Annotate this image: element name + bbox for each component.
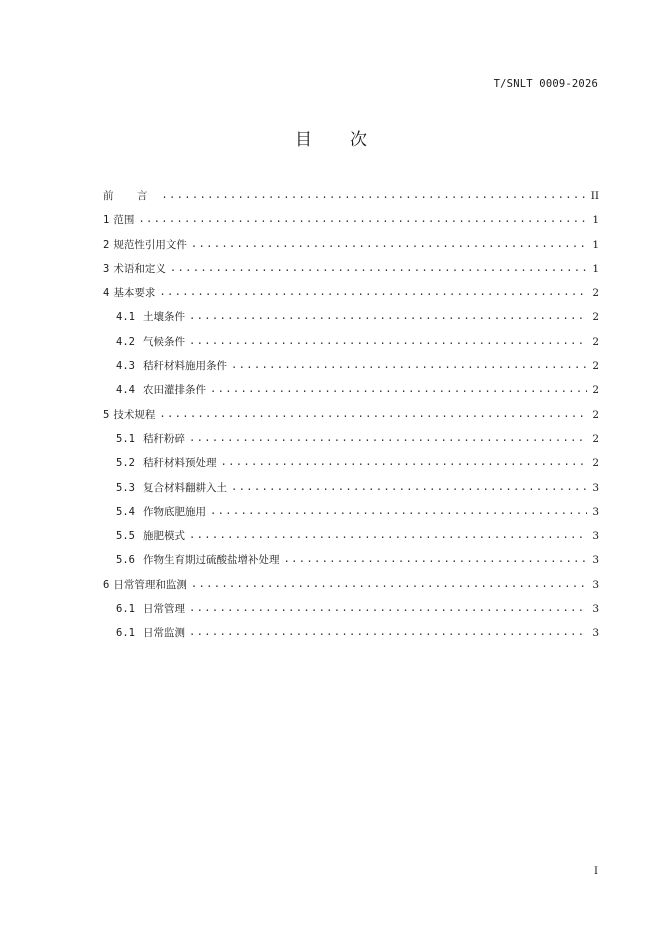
toc-dot-leader (284, 551, 588, 567)
toc-entry-number: 5.1 (116, 432, 135, 445)
toc-entry[interactable] (103, 601, 599, 625)
toc-entry[interactable] (103, 237, 599, 261)
toc-entry[interactable] (103, 625, 599, 649)
toc-entry-number: 5.5 (116, 530, 135, 543)
toc-entry-label: 作物生育期过硫酸盐增补处理 (143, 554, 280, 567)
toc-entry-label: 气候条件 (143, 335, 185, 348)
toc-entry-page: 2 (592, 335, 599, 348)
toc-entry-label: 前 言 (103, 190, 158, 202)
toc-entry-number: 1 (103, 214, 110, 227)
toc-entry-number: 5.3 (116, 481, 135, 494)
toc-entry-page: 3 (592, 603, 599, 616)
toc-dot-leader (189, 600, 587, 616)
toc-entry-page: 1 (592, 262, 599, 275)
toc-dot-leader (189, 430, 587, 446)
toc-entry-page: II (590, 190, 599, 202)
toc-title-part2: 次 (350, 130, 367, 150)
toc-entry-label: 秸秆材料施用条件 (143, 360, 227, 373)
toc-entry-page: 3 (592, 530, 599, 543)
toc-entry[interactable] (103, 407, 599, 431)
document-code: T/SNLT 0009-2026 (493, 78, 598, 90)
toc-entry-number: 6.1 (116, 603, 135, 616)
toc-entry-label: 基本要求 (113, 287, 156, 300)
toc-entry[interactable] (103, 309, 599, 333)
toc-dot-leader (210, 381, 587, 397)
toc-entry[interactable] (103, 552, 599, 576)
toc-entry-page: 3 (592, 505, 599, 518)
toc-dot-leader (159, 406, 587, 422)
toc-entry[interactable] (103, 455, 599, 479)
toc-entry-number: 4.4 (116, 384, 135, 397)
toc-dot-leader (231, 479, 587, 495)
toc-entry-label: 规范性引用文件 (113, 238, 187, 251)
toc-dot-leader (159, 284, 587, 300)
toc-entry[interactable] (103, 528, 599, 552)
toc-dot-leader (191, 236, 587, 252)
toc-title-part1: 目 (295, 130, 312, 150)
toc-entry-number: 3 (103, 262, 110, 275)
toc-entry-page: 2 (592, 432, 599, 445)
toc-entry[interactable] (103, 285, 599, 309)
toc-entry[interactable] (103, 577, 599, 601)
toc-entry-label: 日常管理 (143, 603, 185, 616)
toc-entry-number: 5.6 (116, 554, 135, 567)
toc-entry-label: 秸秆材料预处理 (143, 457, 217, 470)
toc-dot-leader (191, 576, 587, 592)
toc-dot-leader (138, 211, 587, 227)
toc-entry-page: 2 (592, 457, 599, 470)
toc-entry-number: 4.1 (116, 311, 135, 324)
toc-title (0, 125, 662, 150)
toc-entry[interactable] (103, 334, 599, 358)
toc-entry-number: 4.3 (116, 360, 135, 373)
toc-dot-leader (189, 333, 587, 349)
toc-entry-number: 5 (103, 408, 110, 421)
toc-entry-label: 术语和定义 (113, 262, 166, 275)
toc-entry-page: 3 (592, 627, 599, 640)
toc-dot-leader (210, 503, 587, 519)
toc-entry-label: 土壤条件 (143, 311, 185, 324)
toc-entry[interactable] (103, 480, 599, 504)
page-number: I (594, 866, 598, 877)
toc-entry-label: 日常管理和监测 (113, 578, 187, 591)
toc-dot-leader (189, 308, 587, 324)
toc-dot-leader (221, 454, 588, 470)
toc-entry-page: 1 (592, 238, 599, 251)
toc-entry-page: 2 (592, 287, 599, 300)
toc-dot-leader (189, 527, 587, 543)
toc-entry-label: 施肥模式 (143, 530, 185, 543)
toc-entry[interactable] (103, 188, 599, 212)
toc-dot-leader (189, 624, 587, 640)
toc-entry-number: 5.4 (116, 505, 135, 518)
toc-entry[interactable] (103, 358, 599, 382)
toc-entry-page: 1 (592, 214, 599, 227)
toc-entry[interactable] (103, 212, 599, 236)
toc-entry-page: 2 (592, 408, 599, 421)
toc-dot-leader (161, 187, 586, 203)
toc-dot-leader (170, 260, 587, 276)
toc-entry[interactable] (103, 261, 599, 285)
toc-entry-label: 农田灌排条件 (143, 384, 206, 397)
table-of-contents (103, 188, 599, 650)
toc-entry-label: 复合材料翻耕入土 (143, 481, 227, 494)
toc-entry[interactable] (103, 504, 599, 528)
toc-entry-page: 2 (592, 384, 599, 397)
toc-entry-label: 作物底肥施用 (143, 505, 206, 518)
toc-entry-page: 3 (592, 578, 599, 591)
toc-dot-leader (231, 357, 587, 373)
toc-entry-page: 2 (592, 311, 599, 324)
toc-entry-label: 日常监测 (143, 627, 185, 640)
toc-entry-label: 范围 (113, 214, 135, 227)
toc-entry-page: 3 (592, 554, 599, 567)
toc-entry[interactable] (103, 431, 599, 455)
toc-entry-label: 秸秆粉碎 (143, 432, 185, 445)
toc-entry[interactable] (103, 382, 599, 406)
toc-entry-page: 2 (592, 360, 599, 373)
toc-entry-label: 技术规程 (113, 408, 156, 421)
toc-entry-number: 4.2 (116, 335, 135, 348)
toc-entry-number: 5.2 (116, 457, 135, 470)
toc-entry-number: 6.1 (116, 627, 135, 640)
toc-entry-page: 3 (592, 481, 599, 494)
toc-entry-number: 2 (103, 238, 110, 251)
toc-entry-number: 4 (103, 287, 110, 300)
toc-entry-number: 6 (103, 578, 110, 591)
